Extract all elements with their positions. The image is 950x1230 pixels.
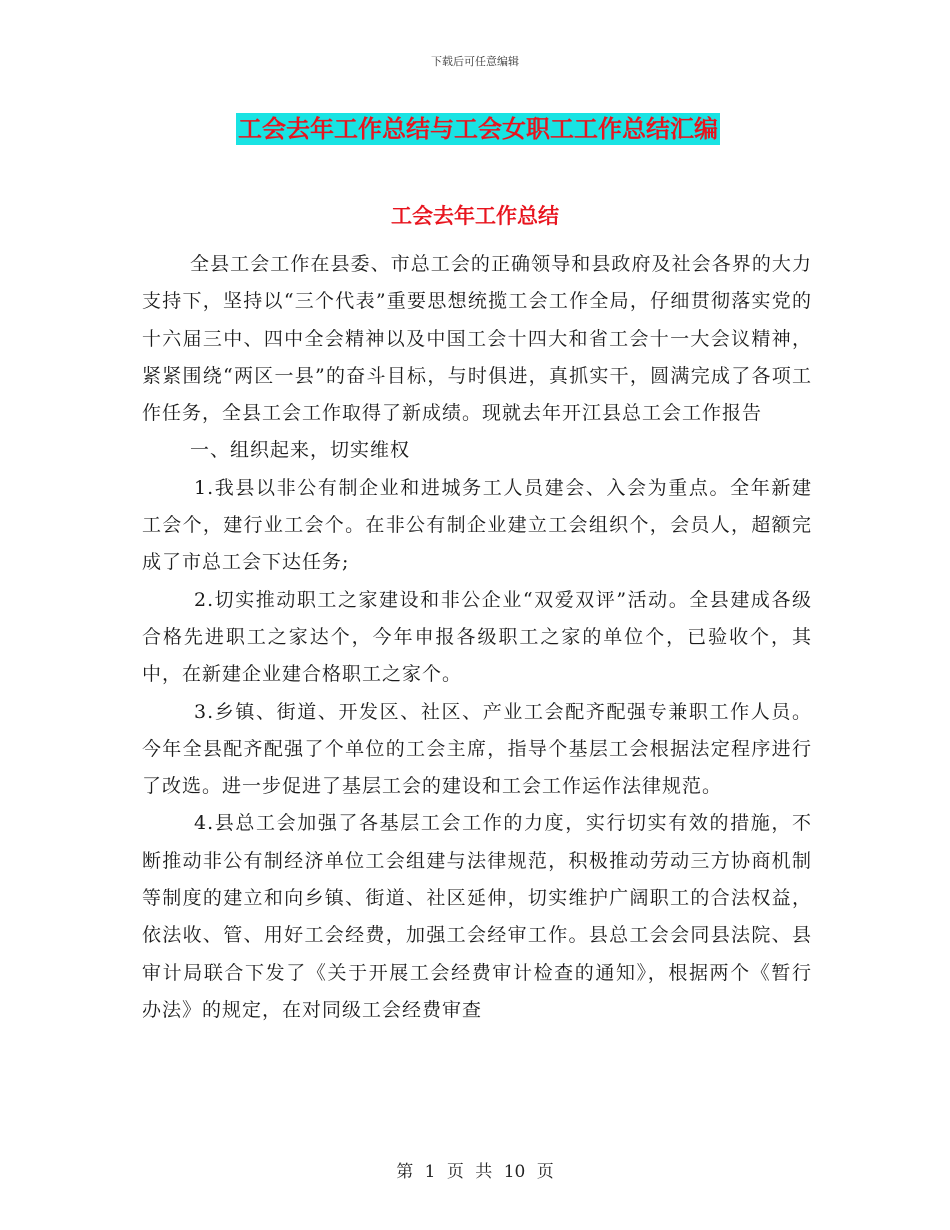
section-heading: 一、组织起来，切实维权 [190,439,411,462]
numbered-paragraph-1: 1.我县以非公有制企业和进城务工人员建会、入会为重点。全年新建工会个，建行业工会个。在非公有制企业建立工会组织个，会员人，超额完成了市总工会下达任务; [142,476,812,574]
section-title: 工会去年工作总结 [391,203,559,228]
page-indicator: 第 1 页 共 10 页 [396,1162,554,1182]
document-body [142,246,812,1029]
numbered-paragraph-3: 3.乡镇、街道、开发区、社区、产业工会配齐配强专兼职工作人员。今年全县配齐配强了个单位的工会主席，指导个基层工会根据法定程序进行了改选。进一步促进了基层工会的建设和工会工作运作法律规范。 [142,700,812,798]
document-main-title: 工会去年工作总结与工会女职工工作总结汇编 [238,114,718,143]
header-note: 下载后可任意编辑 [431,55,519,68]
intro-paragraph: 全县工会工作在县委、市总工会的正确领导和县政府及社会各界的大力支持下，坚持以“三个代表”重要思想统揽工会工作全局，仔细贯彻落实党的十六届三中、四中全会精神以及中国工会十四大和省工会十一大会议精神，紧紧围绕“两区一县”的奋斗目标，与时俱进，真抓实干，圆满完成了各项工作任务，全县工会工作取得了新成绩。现就去年开江县总工会工作报告 [142,253,812,425]
numbered-paragraph-2: 2.切实推动职工之家建设和非公企业“双爱双评”活动。全县建成各级合格先进职工之家达个，今年申报各级职工之家的单位个，已验收个，其中，在新建企业建合格职工之家个。 [142,588,812,686]
numbered-paragraph-4: 4.县总工会加强了各基层工会工作的力度，实行切实有效的措施，不断推动非公有制经济单位工会组建与法律规范，积极推动劳动三方协商机制等制度的建立和向乡镇、街道、社区延伸，切实维护广阔职工的合法权益，依法收、管、用好工会经费，加强工会经审工作。县总工会会同县法院、县审计局联合下发了《关于开展工会经费审计检查的通知》，根据两个《暂行办法》的规定，在对同级工会经费审查 [142,812,812,1021]
